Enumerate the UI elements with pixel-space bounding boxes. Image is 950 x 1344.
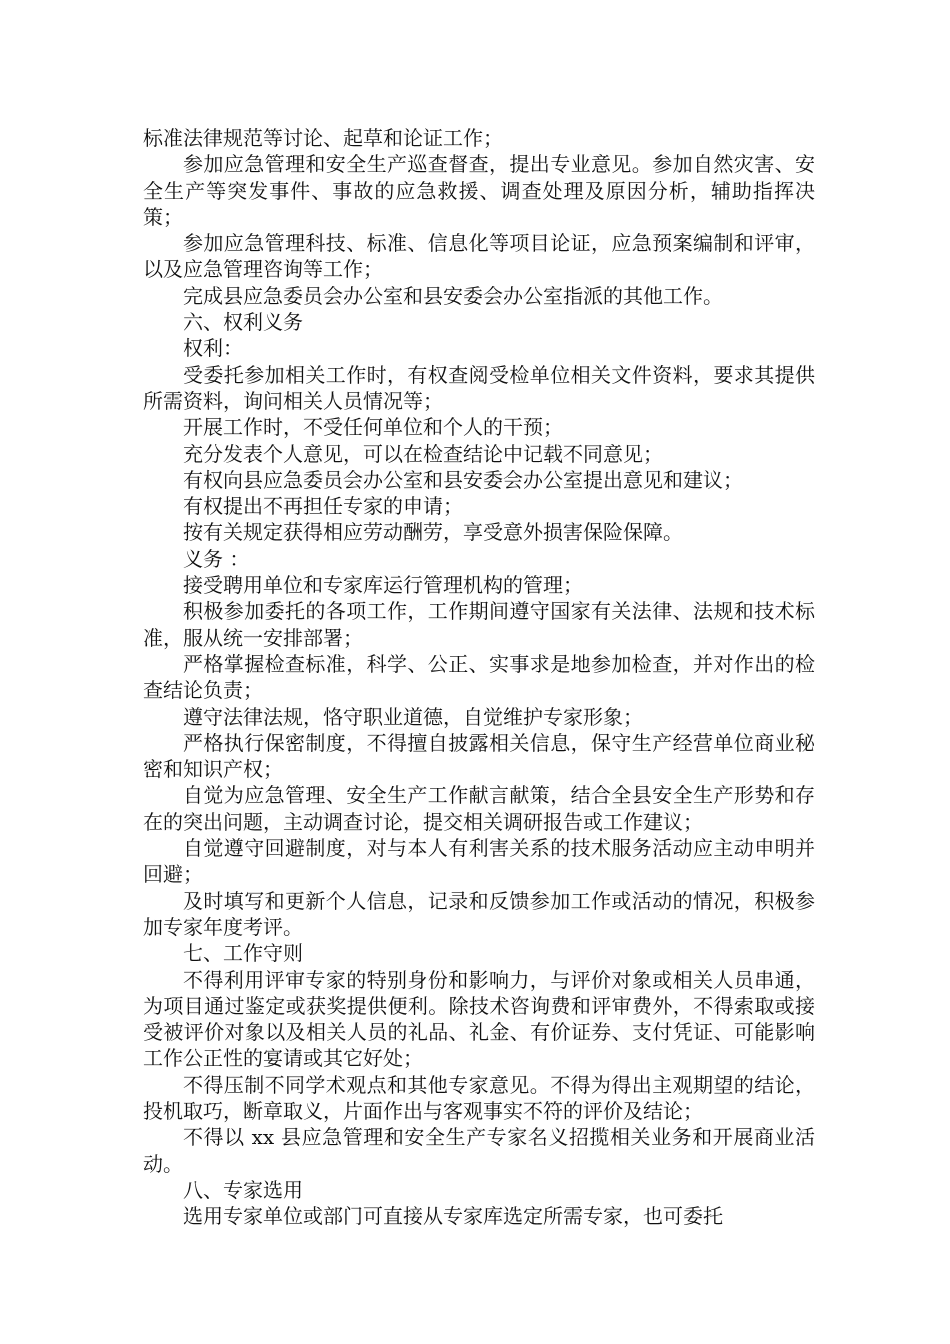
paragraph: 标准法律规范等讨论、起草和论证工作； xyxy=(143,126,503,150)
paragraph: 受委托参加相关工作时，有权查阅受检单位相关文件资料，要求其提供所需资料，询问相关人员情况等； xyxy=(143,362,815,413)
paragraph: 开展工作时，不受任何单位和个人的干预； xyxy=(183,415,563,440)
paragraph: 严格执行保密制度，不得擅自披露相关信息，保守生产经营单位商业秘密和知识产权； xyxy=(143,730,815,782)
paragraph: 及时填写和更新个人信息，记录和反馈参加工作或活动的情况，积极参加专家年度考评。 xyxy=(143,888,815,939)
paragraph: 不得利用评审专家的特别身份和影响力，与评价对象或相关人员串通，为项目通过鉴定或获奖提供便利。除技术咨询费和评审费外，不得索取或接受被评价对象以及相关人员的礼品、礼金、有价证券、支付凭证、可能影响工作公正性的宴请或其它好处； xyxy=(143,967,815,1071)
paragraph: 按有关规定获得相应劳动酬劳，享受意外损害保险保障。 xyxy=(183,520,683,545)
paragraph: 遵守法律法规，恪守职业道德，自觉维护专家形象； xyxy=(183,704,643,729)
paragraph: 不得以 xx 县应急管理和安全生产专家名义招揽相关业务和开展商业活动。 xyxy=(143,1125,815,1176)
paragraph: 不得压制不同学术观点和其他专家意见。不得为得出主观期望的结论，投机取巧，断章取义，片面作出与客观事实不符的评价及结论； xyxy=(143,1072,815,1123)
paragraph: 严格掌握检查标准，科学、公正、实事求是地参加检查，并对作出的检查结论负责； xyxy=(143,651,815,703)
paragraph: 自觉遵守回避制度，对与本人有利害关系的技术服务活动应主动申明并回避； xyxy=(143,836,815,887)
paragraph: 充分发表个人意见，可以在检查结论中记载不同意见； xyxy=(183,441,663,466)
paragraph: 积极参加委托的各项工作，工作期间遵守国家有关法律、法规和技术标准，服从统一安排部署； xyxy=(143,599,815,650)
paragraph: 选用专家单位或部门可直接从专家库选定所需专家，也可委托 xyxy=(183,1204,723,1229)
section-heading: 七、工作守则 xyxy=(183,941,303,966)
paragraph: 有权向县应急委员会办公室和县安委会办公室提出意见和建议； xyxy=(183,467,743,492)
paragraph: 参加应急管理和安全生产巡查督查，提出专业意见。参加自然灾害、安全生产等突发事件、事故的应急救援、调查处理及原因分析，辅助指挥决策； xyxy=(143,152,815,229)
paragraph: 接受聘用单位和专家库运行管理机构的管理； xyxy=(183,573,583,598)
subheading: 权利： xyxy=(183,336,243,361)
document-body xyxy=(143,125,815,1229)
section-heading: 六、权利义务 xyxy=(183,310,303,335)
paragraph: 有权提出不再担任专家的申请； xyxy=(183,494,463,519)
subheading: 义务 ： xyxy=(183,546,250,571)
paragraph: 参加应急管理科技、标准、信息化等项目论证，应急预案编制和评审，以及应急管理咨询等工作； xyxy=(143,231,815,282)
paragraph: 完成县应急委员会办公室和县安委会办公室指派的其他工作。 xyxy=(183,283,723,308)
section-heading: 八、专家选用 xyxy=(183,1177,303,1202)
paragraph: 自觉为应急管理、安全生产工作献言献策，结合全县安全生产形势和存在的突出问题，主动调查讨论，提交相关调研报告或工作建议； xyxy=(143,783,815,834)
